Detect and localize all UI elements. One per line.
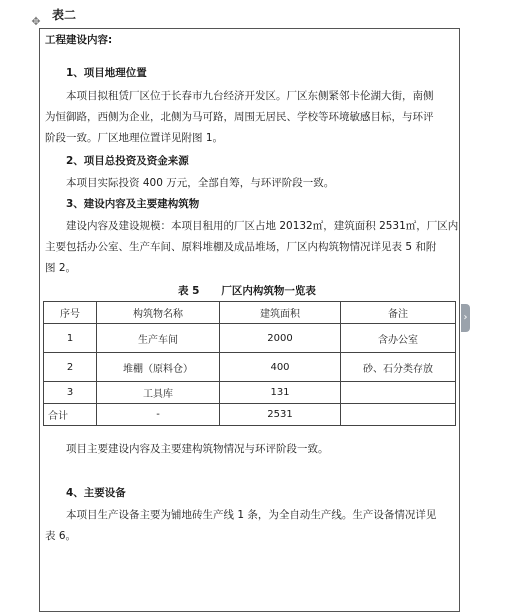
table-cell: 3	[44, 382, 97, 404]
table-cell: 合计	[44, 404, 97, 426]
location-line-1: 本项目拟租赁厂区位于长春市九台经济开发区。厂区东侧紧邻卡伦湖大街，南侧	[66, 90, 434, 102]
table-cell: 砂、石分类存放	[341, 353, 456, 382]
section-title: 工程建设内容:	[45, 34, 113, 46]
table-cell: 堆棚（原料仓）	[97, 353, 220, 382]
table-header-row	[44, 302, 456, 324]
heading-construction: 3、建设内容及主要建构筑物	[66, 198, 200, 210]
header-label: 表二	[52, 8, 77, 22]
equipment-line-2: 表 6。	[45, 530, 77, 542]
location-line-3: 阶段一致。厂区地理位置详见附图 1。	[45, 132, 224, 144]
table-cell: 含办公室	[341, 324, 456, 353]
table-header-cell: 备注	[341, 302, 456, 324]
table-cell: 工具库	[97, 382, 220, 404]
table-cell: 生产车间	[97, 324, 220, 353]
table-cell: 2	[44, 353, 97, 382]
construction-line-1: 建设内容及建设规模：本项目租用的厂区占地 20132㎡，建筑面积 2531㎡，厂区内	[66, 220, 459, 232]
heading-location: 1、项目地理位置	[66, 67, 147, 79]
table-cell	[341, 382, 456, 404]
structures-table	[43, 301, 456, 426]
investment-line-1: 本项目实际投资 400 万元，全部自筹，与环评阶段一致。	[66, 177, 335, 189]
table-row	[44, 382, 456, 404]
table-caption: 表 5 厂区内构筑物一览表	[178, 285, 316, 297]
heading-investment: 2、项目总投资及资金来源	[66, 155, 189, 167]
chevron-right-icon[interactable]: ›	[461, 304, 470, 332]
heading-equipment: 4、主要设备	[66, 487, 126, 499]
table-header-cell: 建筑面积	[220, 302, 341, 324]
table-cell: 2531	[220, 404, 341, 426]
location-line-2: 为恒御路，西侧为企业，北侧为马可路，周围无居民、学校等环境敏感目标，与环评	[45, 111, 434, 123]
table-cell: 1	[44, 324, 97, 353]
table-row	[44, 353, 456, 382]
move-handle-icon[interactable]: ✥	[31, 15, 41, 28]
table-header-cell: 构筑物名称	[97, 302, 220, 324]
table-cell: -	[97, 404, 220, 426]
construction-line-3: 图 2。	[45, 262, 77, 274]
equipment-line-1: 本项目生产设备主要为铺地砖生产线 1 条，为全自动生产线。生产设备情况详见	[66, 509, 437, 521]
after-table-text: 项目主要建设内容及主要建构筑物情况与环评阶段一致。	[66, 443, 329, 455]
table-cell: 400	[220, 353, 341, 382]
table-row	[44, 324, 456, 353]
table-total-row	[44, 404, 456, 426]
table-cell: 131	[220, 382, 341, 404]
table-header-cell: 序号	[44, 302, 97, 324]
table-cell	[341, 404, 456, 426]
construction-line-2: 主要包括办公室、生产车间、原料堆棚及成品堆场，厂区内构筑物情况详见表 5 和附	[45, 241, 437, 253]
table-cell: 2000	[220, 324, 341, 353]
